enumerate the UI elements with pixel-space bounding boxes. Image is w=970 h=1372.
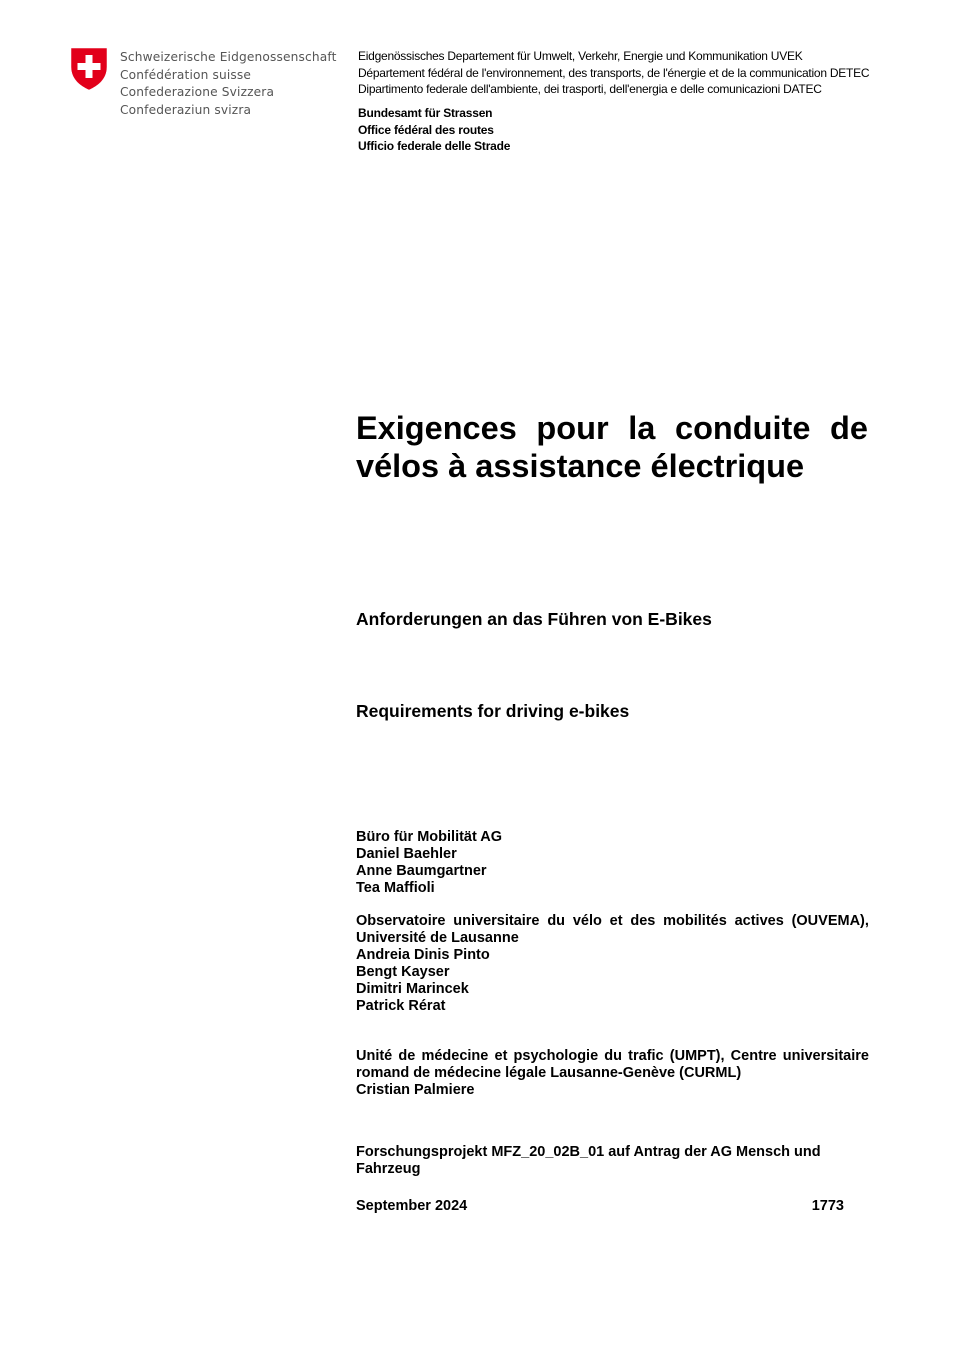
confederation-name-it: Confederazione Svizzera <box>120 85 275 100</box>
org-word: Centre <box>730 1048 777 1064</box>
subtitle-english: Requirements for driving e-bikes <box>356 701 630 721</box>
organisation-name: Büro für Mobilität AG <box>356 829 503 845</box>
organisation-name-line1 <box>356 1048 869 1065</box>
report-title <box>356 410 868 485</box>
swiss-coat-of-arms-logo <box>70 47 108 91</box>
org-word: trafic <box>628 1048 664 1064</box>
office-name-it: Ufficio federale delle Strade <box>358 139 511 153</box>
author-name: Cristian Palmiere <box>356 1082 475 1098</box>
org-word: (UMPT), <box>669 1048 725 1064</box>
org-word: mobilités <box>663 913 727 929</box>
author-name: Daniel Baehler <box>356 846 457 862</box>
confederation-name-rm: Confederaziun svizra <box>120 102 252 117</box>
office-names <box>358 105 510 155</box>
organisation-name-line2: romand de médecine légale Lausanne-Genève (CURML) <box>356 1065 742 1081</box>
title-word: la <box>628 410 656 446</box>
org-word: actives <box>734 913 784 929</box>
research-project-line2: Fahrzeug <box>356 1161 421 1177</box>
report-title-line1 <box>356 410 868 448</box>
author-name: Andreia Dinis Pinto <box>356 947 490 963</box>
org-word: du <box>604 1048 623 1064</box>
org-word: Unité <box>356 1048 393 1064</box>
org-word: médecine <box>421 1048 489 1064</box>
org-word: universitaire <box>782 1048 869 1064</box>
org-word: vélo <box>572 913 602 929</box>
org-word: psychologie <box>513 1048 599 1064</box>
org-word: et <box>609 913 623 929</box>
subtitle-german: Anforderungen an das Führen von E-Bikes <box>356 609 712 629</box>
author-name: Tea Maffioli <box>356 880 435 896</box>
confederation-name-fr: Confédération suisse <box>120 67 252 82</box>
title-word: conduite <box>675 410 811 446</box>
author-name: Dimitri Marincek <box>356 981 469 997</box>
author-group-1 <box>356 829 869 897</box>
title-word: Exigences <box>356 410 517 446</box>
author-name: Bengt Kayser <box>356 964 450 980</box>
research-project-line1: Forschungsprojekt MFZ_20_02B_01 auf Antrag der AG Mensch und <box>356 1144 821 1160</box>
org-word: et <box>494 1048 508 1064</box>
report-title-line2: vélos à assistance électrique <box>356 447 805 484</box>
organisation-name-line2: Université de Lausanne <box>356 930 519 946</box>
author-name: Anne Baumgartner <box>356 863 487 879</box>
report-number: 1773 <box>811 1198 844 1214</box>
org-word: de <box>398 1048 416 1064</box>
org-word: des <box>630 913 656 929</box>
org-word: universitaire <box>453 913 540 929</box>
title-word: pour <box>536 410 609 446</box>
author-group-2 <box>356 913 869 1015</box>
confederation-name-de: Schweizerische Eidgenossenschaft <box>120 50 337 64</box>
org-word: Observatoire <box>356 913 446 929</box>
department-name-fr: Département fédéral de l'environnement, des transports, de l'énergie et de la communication DETEC <box>358 65 870 80</box>
org-word: du <box>547 913 566 929</box>
office-name-de: Bundesamt für Strassen <box>358 106 493 120</box>
confederation-names <box>120 49 337 119</box>
research-project <box>356 1144 869 1178</box>
author-group-3 <box>356 1048 869 1099</box>
report-footer <box>356 1198 844 1215</box>
organisation-name-line1 <box>356 913 869 930</box>
org-word: (OUVEMA), <box>791 913 869 929</box>
department-name-de: Eidgenössisches Departement für Umwelt, Verkehr, Energie und Kommunikation UVEK <box>358 49 803 63</box>
publication-date: September 2024 <box>356 1198 468 1214</box>
title-word: de <box>830 410 868 446</box>
author-name: Patrick Rérat <box>356 998 446 1014</box>
department-name-it: Dipartimento federale dell'ambiente, dei trasporti, dell'energia e delle comunicazioni DATEC <box>358 82 822 96</box>
department-names <box>358 48 869 98</box>
office-name-fr: Office fédéral des routes <box>358 122 494 137</box>
